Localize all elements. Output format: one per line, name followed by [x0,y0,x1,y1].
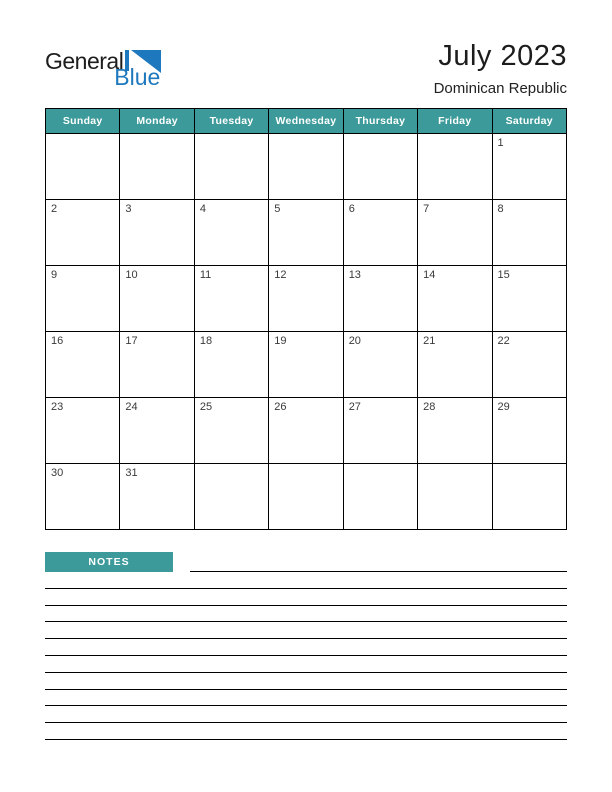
day-header-tuesday: Tuesday [194,109,268,134]
calendar-cell: 25 [194,398,268,464]
calendar-cell: 11 [194,266,268,332]
calendar-cell: 22 [492,332,566,398]
calendar-cell: 20 [343,332,417,398]
notes-line [45,673,567,690]
calendar-cell: 15 [492,266,566,332]
notes-lines-group [45,572,567,740]
notes-header [45,552,567,572]
calendar-cell [194,134,268,200]
calendar-day-header-row [46,109,567,134]
page-title: July 2023 [438,40,567,72]
calendar-cell [269,134,343,200]
notes-line [45,639,567,656]
calendar-cell: 30 [46,464,120,530]
day-header-friday: Friday [418,109,492,134]
calendar-cell: 4 [194,200,268,266]
calendar-cell: 7 [418,200,492,266]
day-header-sunday: Sunday [46,109,120,134]
calendar-cell [418,134,492,200]
calendar-week-row [46,200,567,266]
page-subtitle: Dominican Republic [433,80,567,97]
calendar-cell: 3 [120,200,194,266]
notes-line [45,690,567,707]
calendar-cell [343,464,417,530]
calendar-cell: 13 [343,266,417,332]
calendar-week-row [46,464,567,530]
calendar-cell: 16 [46,332,120,398]
calendar-week-row [46,266,567,332]
calendar-cell: 23 [46,398,120,464]
calendar-week-row [46,398,567,464]
calendar-cell: 21 [418,332,492,398]
notes-line [45,656,567,673]
calendar-cell: 24 [120,398,194,464]
notes-line [45,706,567,723]
calendar-cell [418,464,492,530]
title-block [434,40,567,97]
day-header-monday: Monday [120,109,194,134]
notes-line [45,572,567,589]
calendar-cell: 5 [269,200,343,266]
calendar-cell: 1 [492,134,566,200]
calendar-cell: 26 [269,398,343,464]
calendar-cell [492,464,566,530]
calendar-cell: 19 [269,332,343,398]
calendar-cell: 29 [492,398,566,464]
calendar-cell: 12 [269,266,343,332]
calendar-cell: 8 [492,200,566,266]
notes-section [45,552,567,740]
day-header-wednesday: Wednesday [269,109,343,134]
notes-line [45,723,567,740]
calendar-cell: 27 [343,398,417,464]
calendar-cell: 31 [120,464,194,530]
calendar-cell: 6 [343,200,417,266]
calendar-cell: 9 [46,266,120,332]
calendar-table [45,108,567,530]
calendar-cell [343,134,417,200]
notes-line [45,606,567,623]
calendar-cell: 17 [120,332,194,398]
notes-line [45,589,567,606]
day-header-thursday: Thursday [343,109,417,134]
calendar-week-row [46,134,567,200]
calendar-cell: 2 [46,200,120,266]
notes-line [190,552,567,572]
logo-blue-text: Blue [114,64,161,90]
notes-line [45,622,567,639]
calendar-cell [269,464,343,530]
calendar-cell [194,464,268,530]
general-blue-logo [45,50,161,89]
calendar-week-row [46,332,567,398]
day-header-saturday: Saturday [492,109,566,134]
calendar-cell: 18 [194,332,268,398]
calendar-cell [46,134,120,200]
calendar-cell: 10 [120,266,194,332]
calendar-cell [120,134,194,200]
calendar-cell: 28 [418,398,492,464]
calendar-cell: 14 [418,266,492,332]
logo-general-text: General [45,48,124,74]
notes-label: NOTES [45,552,173,572]
